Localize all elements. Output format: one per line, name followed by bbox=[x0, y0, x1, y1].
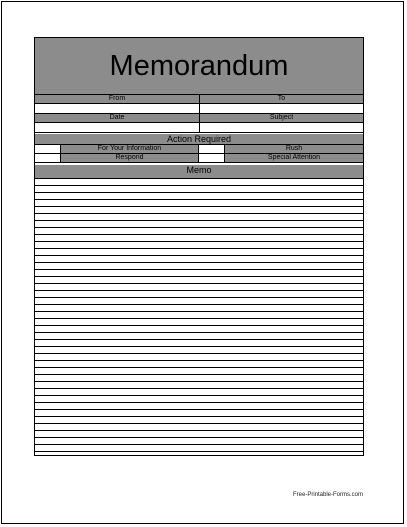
for-your-information-checkbox[interactable] bbox=[35, 145, 61, 153]
to-label: To bbox=[277, 95, 286, 102]
date-field[interactable] bbox=[35, 123, 199, 132]
from-field[interactable] bbox=[35, 104, 199, 113]
title-bar bbox=[35, 38, 363, 95]
date-label: Date bbox=[109, 114, 125, 121]
to-field[interactable] bbox=[200, 104, 363, 113]
respond-checkbox[interactable] bbox=[35, 154, 61, 162]
memo-lines-area[interactable] bbox=[35, 179, 363, 455]
action-required-header: Action Required bbox=[35, 134, 363, 145]
action-row-2 bbox=[35, 154, 363, 163]
rush-label: Rush bbox=[225, 145, 363, 153]
memorandum-form bbox=[34, 37, 364, 456]
rush-checkbox[interactable] bbox=[198, 145, 225, 153]
respond-label: Respond bbox=[61, 154, 198, 162]
footer-credit: Free-Printable-Forms.com bbox=[293, 492, 364, 498]
for-your-information-label: For Your Information bbox=[61, 145, 198, 153]
column-divider bbox=[199, 95, 200, 133]
special-attention-label: Special Attention bbox=[225, 154, 363, 162]
form-title: Memorandum bbox=[109, 49, 289, 82]
special-attention-checkbox[interactable] bbox=[198, 154, 225, 162]
subject-label: Subject bbox=[269, 114, 294, 121]
from-label: From bbox=[108, 95, 126, 102]
action-row-1 bbox=[35, 145, 363, 154]
memo-header: Memo bbox=[35, 165, 363, 179]
subject-field[interactable] bbox=[200, 123, 363, 132]
